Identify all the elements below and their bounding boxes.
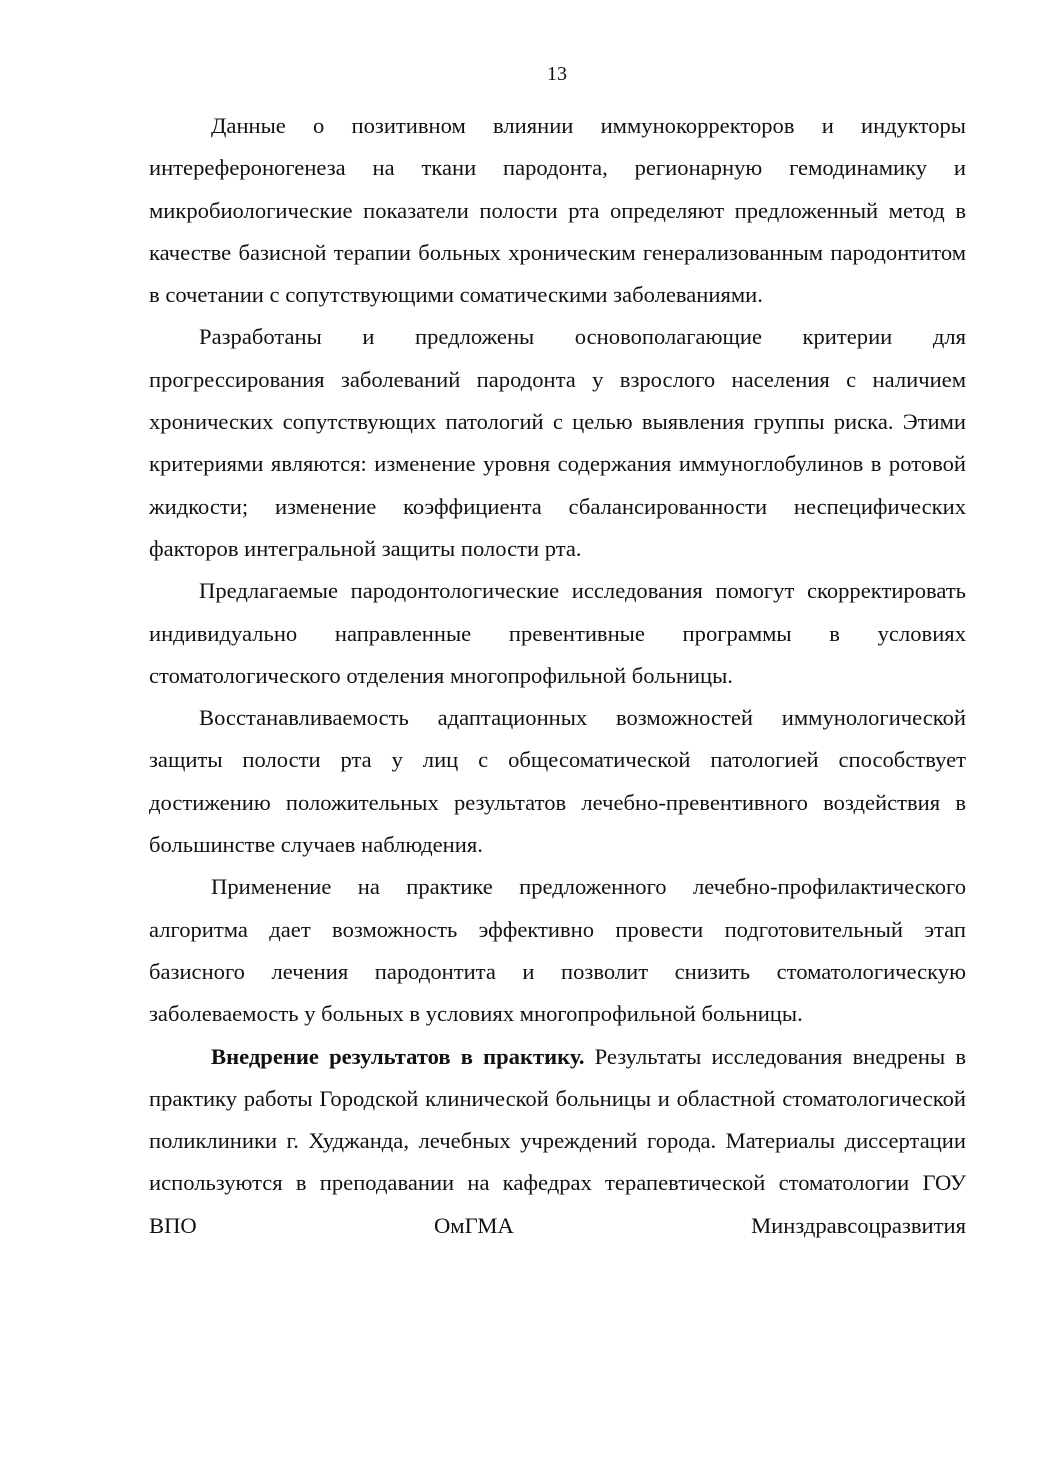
document-body <box>149 105 966 1247</box>
paragraph-implementation <box>149 1036 966 1247</box>
implementation-text: Результаты исследования внедрены в практику работы Городской клинической больницы и областной стоматологической поликлиники г. Худжанда, лечебных учреждений города. Материалы диссертации используются в преподавании на кафедрах терапевтической стоматологии ГОУ ВПО ОмГМА Минздравсоцразвития <box>149 1043 966 1238</box>
paragraph-practice-application: Применение на практике предложенного лечебно-профилактического алгоритма дает возможность эффективно провести подготовительный этап базисного лечения пародонтита и позволит снизить стоматологическую заболеваемость у больных в условиях многопрофильной больницы. <box>149 874 966 1027</box>
implementation-heading: Внедрение результатов в практику. <box>211 1043 585 1069</box>
paragraph-proposed-studies: Предлагаемые пародонтологические исследования помогут скорректировать индивидуально направленные превентивные программы в условиях стоматологического отделения многопрофильной больницы. <box>149 578 966 688</box>
paragraph-immunocorrectors: Данные о позитивном влиянии иммунокорректоров и индукторы интерефероногенеза на ткани пародонта, регионарную гемодинамику и микробиологические показатели полости рта определяют предложенный метод в качестве базисной терапии больных хроническим генерализованным пародонтитом в сочетании с сопутствующими соматическими заболеваниями. <box>149 113 966 308</box>
page-number: 13 <box>547 63 567 85</box>
paragraph-criteria: Разработаны и предложены основополагающие критерии для прогрессирования заболеваний пародонта у взрослого населения с наличием хронических сопутствующих патологий с целью выявления группы риска. Этими критериями являются: изменение уровня содержания иммуноглобулинов в ротовой жидкости; изменение коэффициента сбалансированности неспецифических факторов интегральной защиты полости рта. <box>149 324 966 561</box>
paragraph-recoverability: Восстанавливаемость адаптационных возможностей иммунологической защиты полости рта у лиц с общесоматической патологией способствует достижению положительных результатов лечебно-превентивного воздействия в большинстве случаев наблюдения. <box>149 705 966 858</box>
